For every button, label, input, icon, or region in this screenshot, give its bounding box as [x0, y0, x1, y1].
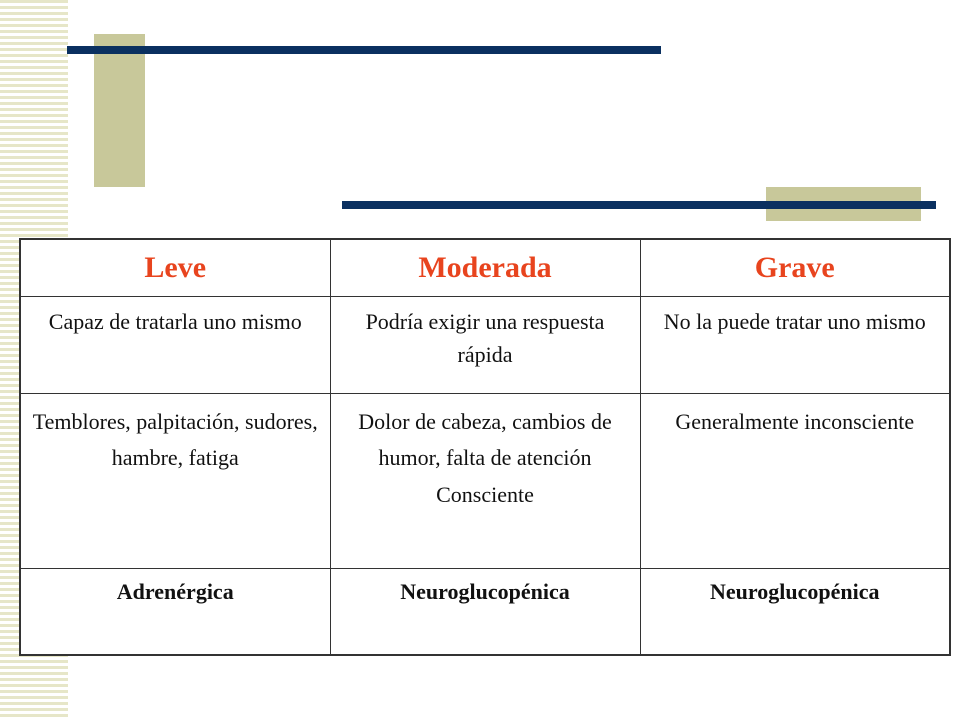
table-cell: [330, 394, 640, 569]
table-cell: [330, 297, 640, 394]
header-moderada: Moderada: [330, 239, 640, 297]
table-cell: [330, 569, 640, 656]
cell-text: No la puede tratar uno mismo: [663, 309, 926, 334]
header-grave: Grave: [640, 239, 950, 297]
cell-text: Neuroglucopénica: [400, 579, 570, 604]
table-cell: [640, 297, 950, 394]
table-cell: [20, 569, 330, 656]
consciente-note: Consciente: [436, 482, 534, 507]
table-row-symptoms: [20, 394, 950, 569]
cell-text: Adrenérgica: [116, 579, 234, 604]
cell-text: Capaz de tratarla uno mismo: [48, 309, 302, 334]
table-row-treatment: [20, 297, 950, 394]
cell-text: Dolor de cabeza, cambios de humor, falta de atención: [358, 409, 612, 470]
table-cell: [20, 394, 330, 569]
table-cell: [20, 297, 330, 394]
header-leve: Leve: [20, 239, 330, 297]
header-row: [20, 239, 950, 297]
cell-text: Podría exigir una respuesta rápida: [365, 309, 605, 367]
cell-text: Temblores, palpitación, sudores, hambre, fatiga: [32, 409, 318, 470]
table-cell: [640, 394, 950, 569]
navy-bar-bottom: [342, 201, 936, 209]
severity-table: [19, 238, 951, 656]
cell-text: Neuroglucopénica: [710, 579, 880, 604]
table-row-type: [20, 569, 950, 656]
table-cell: [640, 569, 950, 656]
navy-bar-top: [67, 46, 661, 54]
cell-text: Generalmente inconsciente: [675, 409, 915, 434]
olive-vertical-block: [94, 34, 145, 187]
